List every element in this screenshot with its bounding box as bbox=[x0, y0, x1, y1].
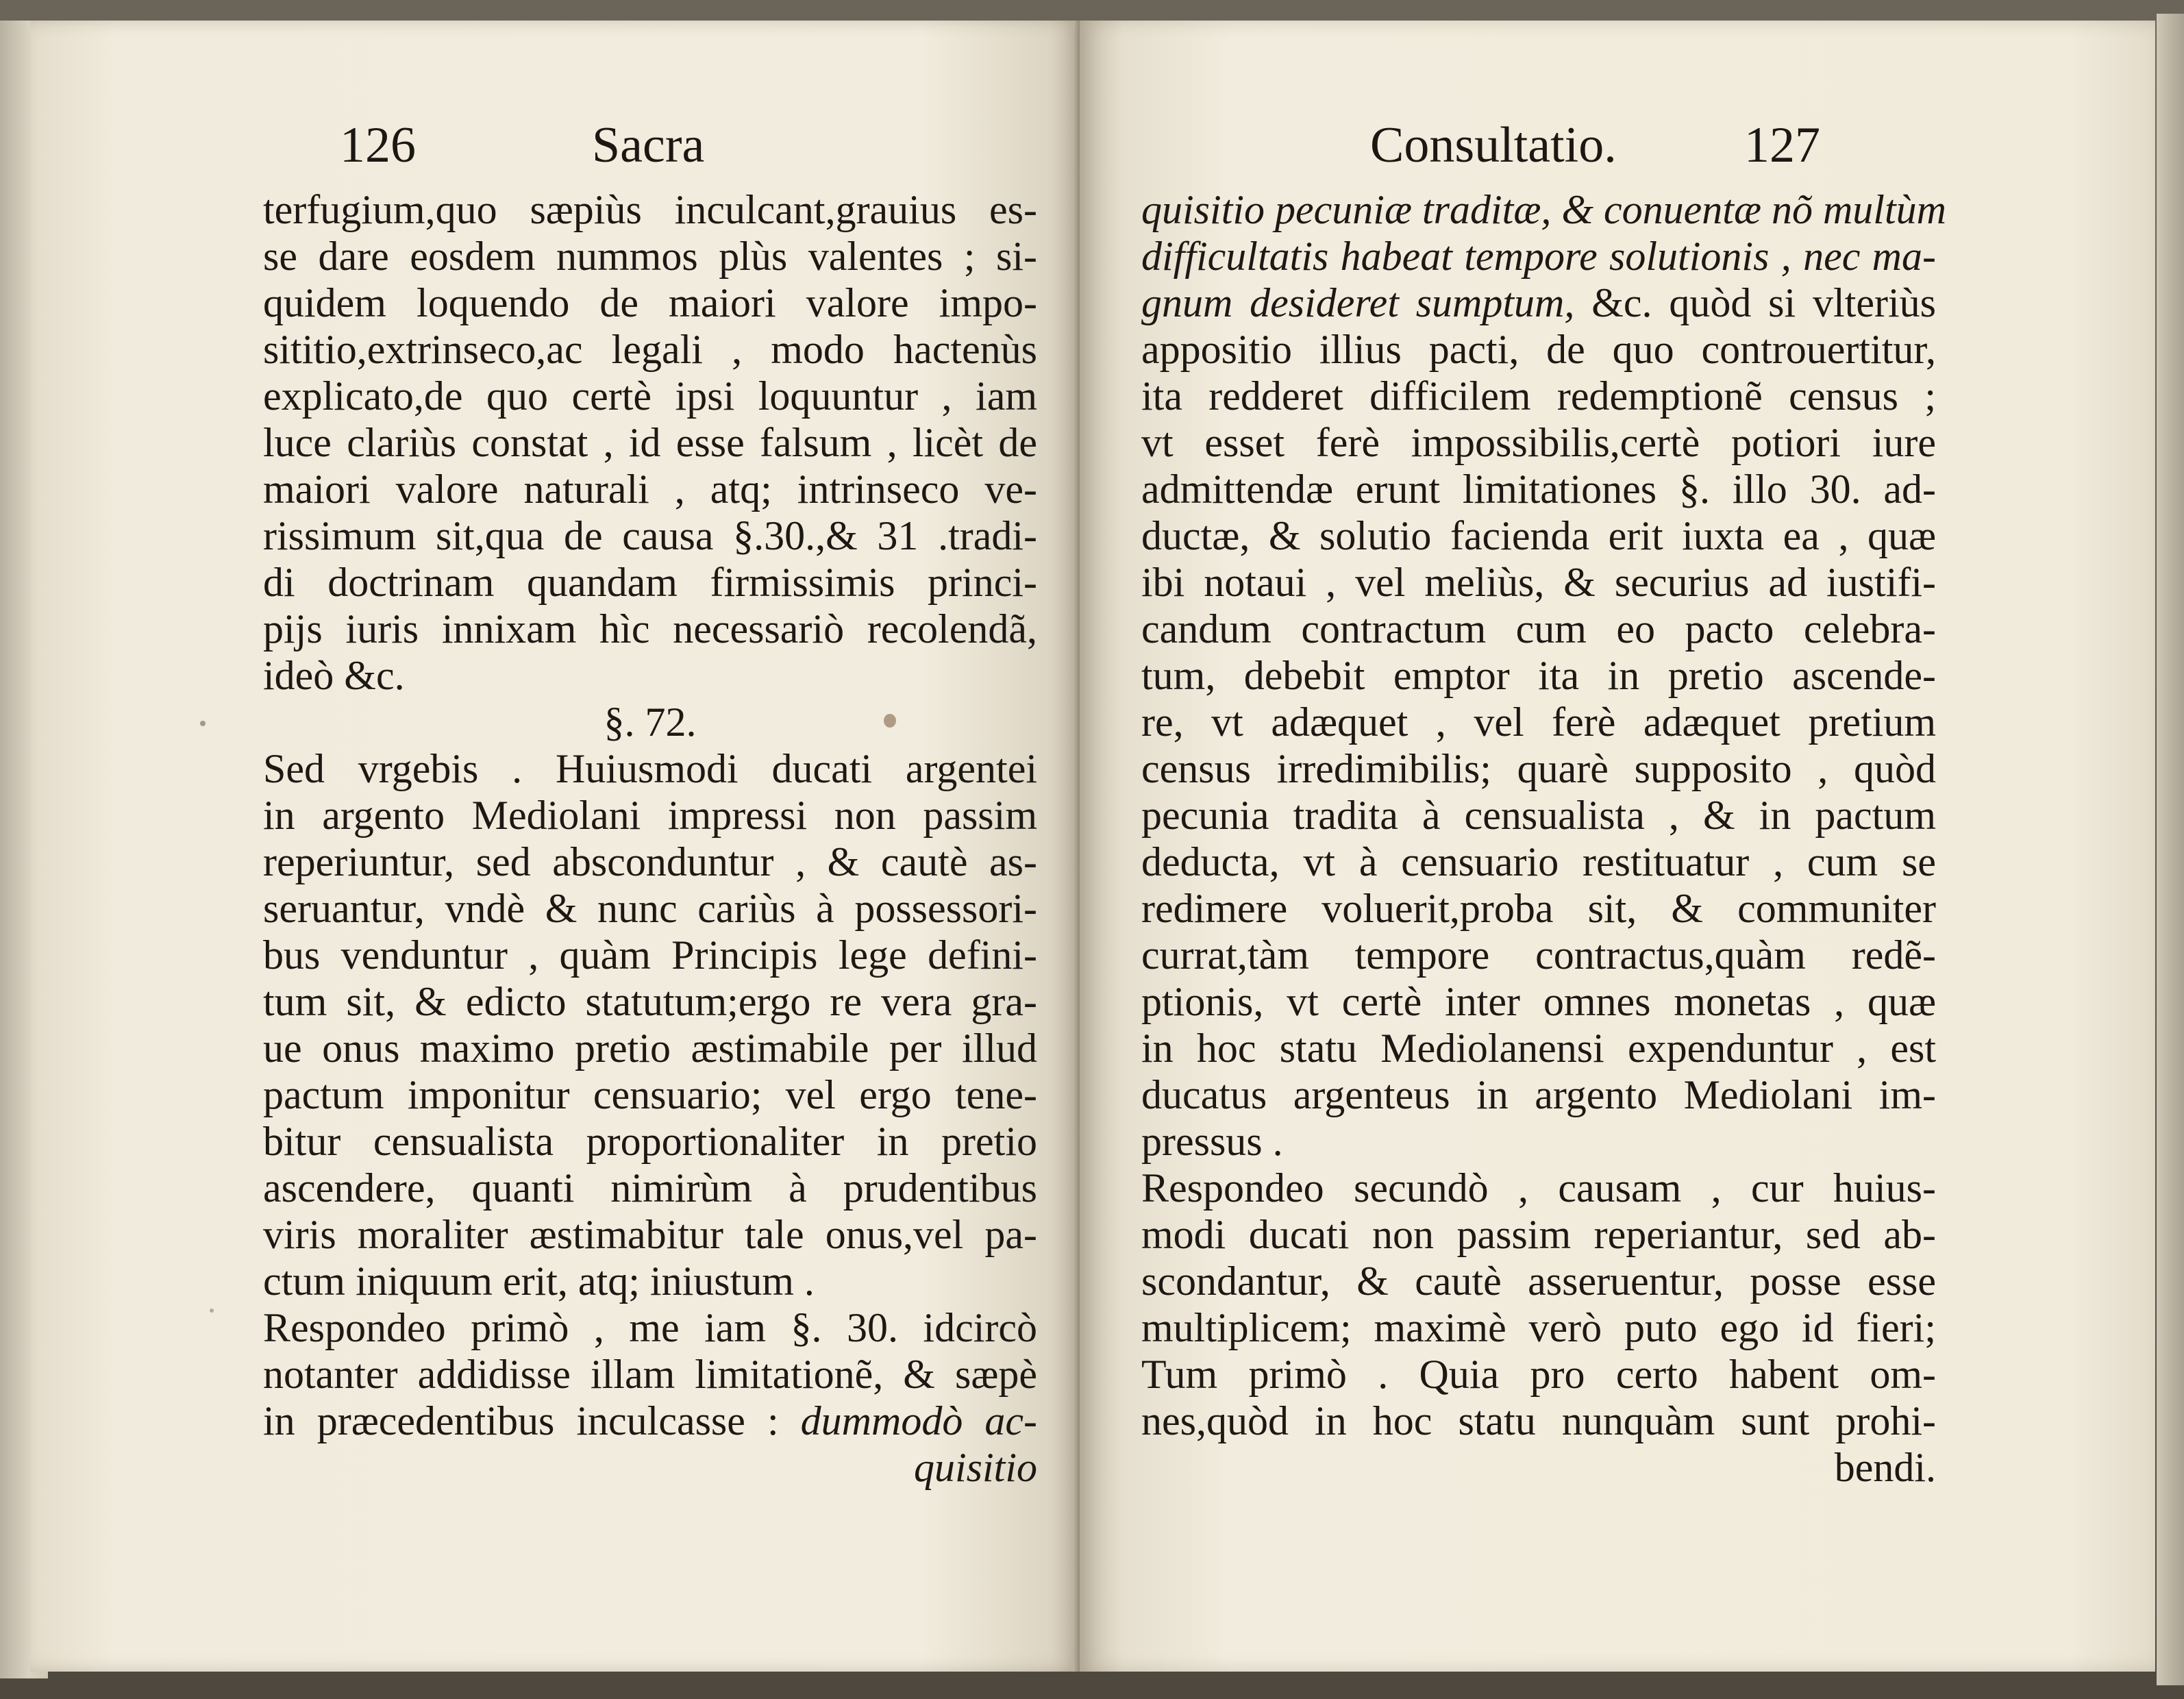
text-line: sititio,extrinseco,ac legali , modo hactenùs bbox=[263, 327, 1037, 372]
text-line: quisitio pecuniæ traditæ, & conuentæ nõ multùm bbox=[1141, 187, 1946, 232]
book-cover-right-edge bbox=[2157, 14, 2184, 1685]
text-block bbox=[1141, 186, 1946, 1491]
text-line: ibi notaui , vel meliùs, & securius ad iustifi- bbox=[1141, 560, 1936, 605]
text-line: bus venduntur , quàm Principis lege defini- bbox=[263, 932, 1037, 978]
text-line: reperiuntur, sed absconduntur , & cautè as- bbox=[263, 839, 1037, 884]
text-line: in argento Mediolani impressi non passim bbox=[263, 793, 1037, 838]
text-line: maiori valore naturali , atq; intrinseco ve- bbox=[263, 467, 1037, 512]
paper-stain bbox=[884, 714, 896, 728]
text-line: nes,quòd in hoc statu nunquàm sunt prohi- bbox=[1141, 1398, 1936, 1443]
page-number: 126 bbox=[340, 117, 416, 173]
text-line: bitur censualista proportionaliter in pretio bbox=[263, 1119, 1037, 1164]
running-title: Consultatio. bbox=[1370, 117, 1617, 173]
text-line: deducta, vt à censuario restituatur , cum se bbox=[1141, 839, 1936, 884]
catchword: quisitio bbox=[913, 1445, 1037, 1490]
text-block bbox=[263, 186, 1037, 1491]
text-line: quidem loquendo de maiori valore impo- bbox=[263, 280, 1037, 325]
text-line: currat,tàm tempore contractus,quàm redẽ- bbox=[1141, 932, 1936, 978]
text-line: census irredimibilis; quarè supposito , quòd bbox=[1141, 746, 1936, 791]
text-line: rissimum sit,qua de causa §.30.,& 31 .tradi- bbox=[263, 513, 1037, 558]
text-line: vt esset ferè impossibilis,certè potiori iure bbox=[1141, 420, 1936, 465]
text-line: viris moraliter æstimabitur tale onus,vel pa- bbox=[263, 1212, 1037, 1257]
text-line: ascendere, quanti nimirùm à prudentibus bbox=[263, 1165, 1037, 1211]
text-line: appositio illius pacti, de quo controuertitur, bbox=[1141, 327, 1936, 372]
text-line: pecunia tradita à censualista , & in pactum bbox=[1141, 793, 1936, 838]
running-title: Sacra bbox=[592, 117, 705, 173]
text-line: ideò &c. bbox=[263, 653, 405, 698]
text-line: Sed vrgebis . Huiusmodi ducati argentei bbox=[263, 746, 1037, 791]
text-line: explicato,de quo certè ipsi loquuntur , iam bbox=[263, 373, 1037, 419]
text-line: pijs iuris innixam hìc necessariò recolendã, bbox=[263, 606, 1037, 652]
text-line: difficultatis habeat tempore solutionis , nec ma- bbox=[1141, 234, 1936, 279]
text-line: admittendæ erunt limitationes §. illo 30. ad- bbox=[1141, 467, 1936, 512]
text-line: ue onus maximo pretio æstimabile per illud bbox=[263, 1026, 1037, 1071]
text-line: candum contractum cum eo pacto celebra- bbox=[1141, 606, 1936, 652]
page-number: 127 bbox=[1744, 117, 1820, 173]
text-line: seruantur, vndè & nunc cariùs à possessori- bbox=[263, 886, 1037, 931]
text-line: se dare eosdem nummos plùs valentes ; si- bbox=[263, 234, 1037, 279]
text-line: ita redderet difficilem redemptionẽ census ; bbox=[1141, 373, 1936, 419]
text-line: re, vt adæquet , vel ferè adæquet pretium bbox=[1141, 699, 1936, 745]
text-line: ductæ, & solutio facienda erit iuxta ea , quæ bbox=[1141, 513, 1936, 558]
paper-stain bbox=[210, 1309, 214, 1313]
right-page bbox=[1080, 21, 2155, 1672]
text-line: Tum primò . Quia pro certo habent om- bbox=[1141, 1352, 1936, 1397]
text-line: modi ducati non passim reperiantur, sed ab- bbox=[1141, 1212, 1936, 1257]
text-line: ptionis, vt certè inter omnes monetas , quæ bbox=[1141, 979, 1936, 1024]
text-line: terfugium,quo sæpiùs inculcant,grauius es- bbox=[263, 187, 1037, 232]
text-line: pressus . bbox=[1141, 1119, 1283, 1164]
text-line: tum, debebit emptor ita in pretio ascende- bbox=[1141, 653, 1936, 698]
catchword: bendi. bbox=[1834, 1445, 1936, 1490]
text-line: Respondeo secundò , causam , cur huius- bbox=[1141, 1165, 1936, 1211]
text-line: tum sit, & edicto statutum;ergo re vera gra- bbox=[263, 979, 1037, 1024]
text-line: ctum iniquum erit, atq; iniustum . bbox=[263, 1258, 815, 1304]
section-heading: §. 72. bbox=[604, 699, 697, 745]
paper-stain bbox=[200, 721, 206, 726]
text-line: notanter addidisse illam limitationẽ, & sæpè bbox=[263, 1352, 1037, 1397]
text-line: scondantur, & cautè asseruentur, posse esse bbox=[1141, 1258, 1936, 1304]
text-line: di doctrinam quandam firmissimis princi- bbox=[263, 560, 1037, 605]
text-line: ducatus argenteus in argento Mediolani im- bbox=[1141, 1072, 1936, 1117]
text-line: in præcedentibus inculcasse : dummodò ac- bbox=[263, 1398, 1037, 1443]
text-line: Respondeo primò , me iam §. 30. idcircò bbox=[263, 1305, 1037, 1350]
left-page bbox=[30, 21, 1080, 1672]
text-line: luce clariùs constat , id esse falsum , licèt de bbox=[263, 420, 1037, 465]
text-line: pactum imponitur censuario; vel ergo tene- bbox=[263, 1072, 1037, 1117]
text-line: redimere voluerit,proba sit, & communiter bbox=[1141, 886, 1936, 931]
text-line: gnum desideret sumptum, &c. quòd si vlteriùs bbox=[1141, 280, 1937, 325]
text-line: multiplicem; maximè verò puto ego id fieri; bbox=[1141, 1305, 1936, 1350]
text-line: in hoc statu Mediolanensi expenduntur , est bbox=[1141, 1026, 1936, 1071]
